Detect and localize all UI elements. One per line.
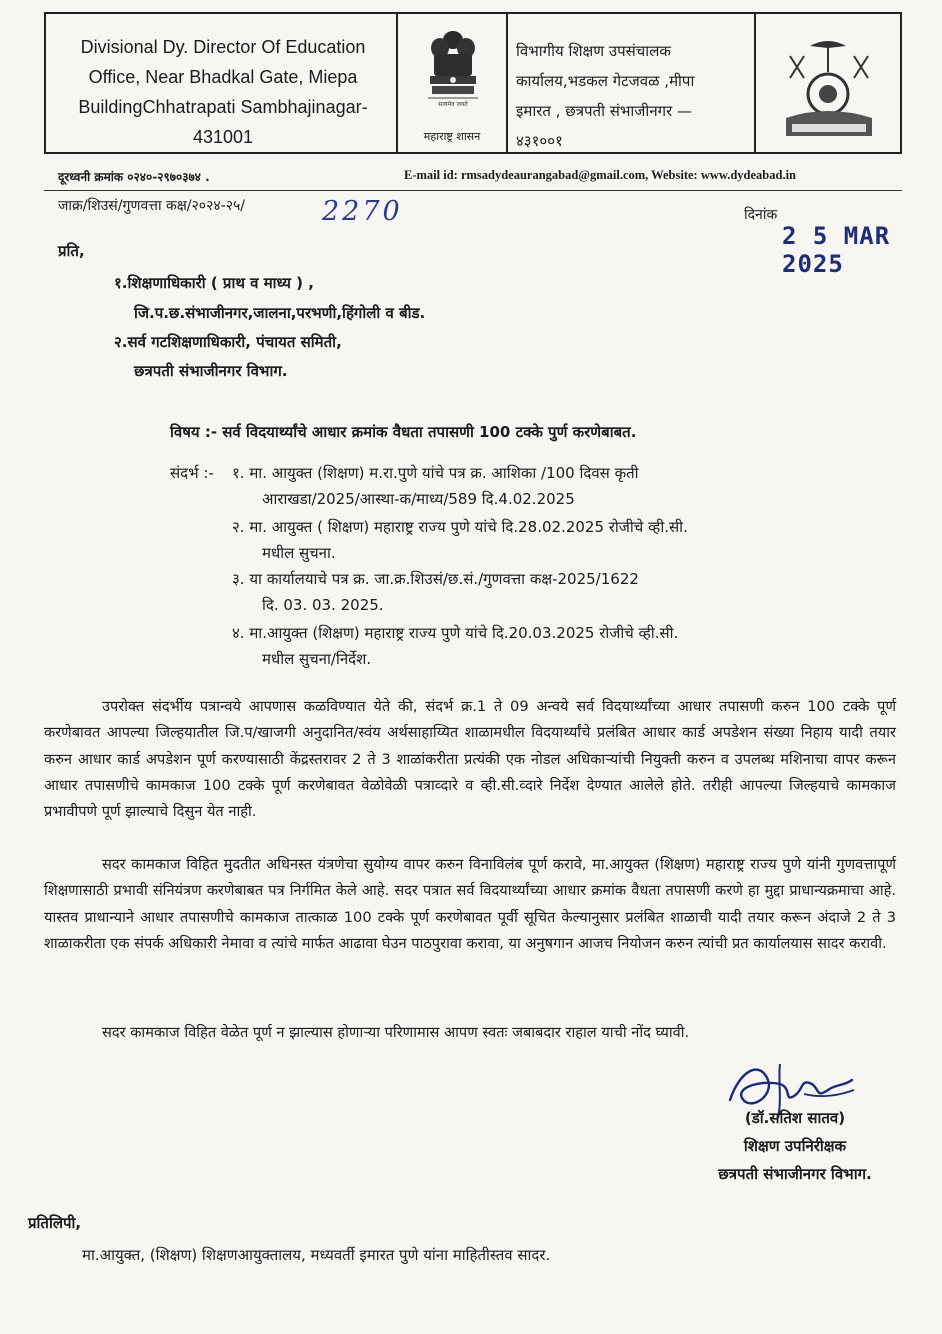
letterhead [44, 12, 902, 154]
reference-item: ४. मा.आयुक्त (शिक्षण) महाराष्ट्र राज्य पुणे यांचे दि.20.03.2025 रोजीचे व्ही.सी. [232, 624, 679, 642]
emblem-caption: महाराष्ट्र शासन [423, 130, 481, 143]
emblem-cell [398, 14, 508, 152]
english-address-line: 431001 [192, 127, 254, 147]
body-paragraph-3 [44, 1020, 896, 1046]
english-address [60, 32, 386, 152]
date-label: दिनांक [744, 207, 778, 223]
recipient-line: १.शिक्षणाधिकारी ( प्राथ व माध्य ) , [114, 274, 314, 292]
to-label: प्रति, [58, 242, 85, 260]
references-label: संदर्भ :- [170, 464, 214, 482]
english-address-line: Office, Near Bhadkal Gate, Miepa [88, 67, 358, 87]
recipient-line: २.सर्व गटशिक्षणाधिकारी, पंचायत समिती, [114, 333, 342, 351]
reference-prefix: जाक्र/शिउसं/गुणवत्ता कक्ष/२०२४-२५/ [58, 198, 245, 214]
reference-item: दि. 03. 03. 2025. [262, 596, 384, 614]
office-seal-icon [776, 38, 886, 142]
marathi-address-line: कार्यालय,भडकल गेटजवळ ,मीपा [516, 72, 695, 90]
state-emblem-icon [418, 28, 488, 120]
body-text: सदर कामकाज विहित मुदतीत अधिनस्त यंत्रणेचा सुयोग्य वापर करुन विनाविलंब पूर्ण करावे, मा.आयुक्त (शिक्षण) महाराष्ट्र राज्य पुणे यांनी गुणवत्तापूर्ण शिक्षणासाठी प्रभावी संनियंत्रण करणेबाबत पत्र निर्गमित केले आहे. सदर पत्रात सर्व विदयार्थ्यांच्या आधार क्रमांक वैधता तपासणी करणे हा मुद्दा प्राधान्यक्रमाचा आहे. यास्तव प्राधान्याने आधार तपासणीचे कामकाज तात्काळ 100 टक्के पूर्ण करणेबावत पूर्वी सूचित केल्यानुसार प्रलंबित शाळाची यादी तयार करून अंदाजे 2 ते 3 शाळाकरीता एक संपर्क अधिकारी नेमावा व त्यांचे मार्फत आढावा घेउन पाठपुरावा करावा, या अनुषगान आजच नियोजन करुन त्यांची प्रत कार्यालयास सादर करावी. [44, 856, 896, 952]
english-address-cell [46, 14, 398, 152]
reference-item: १. मा. आयुक्त (शिक्षण) म.रा.पुणे यांचे पत्र क्र. आशिका /100 दिवस कृती [232, 464, 639, 482]
marathi-address [516, 36, 752, 156]
marathi-address-line: विभागीय शिक्षण उपसंचालक [516, 42, 671, 60]
signatory-division: छत्रपती संभाजीनगर विभाग. [718, 1165, 872, 1183]
signatory-designation: शिक्षण उपनिरीक्षक [743, 1137, 847, 1155]
copy-line: मा.आयुक्त, (शिक्षण) शिक्षणआयुक्तालय, मध्यवर्ती इमारत पुणे यांना माहितीस्तव सादर. [82, 1246, 551, 1264]
reference-item: ३. या कार्यालयाचे पत्र क्र. जा.क्र.शिउसं/छ.सं./गुणवत्ता कक्ष-2025/1622 [232, 570, 639, 588]
reference-item: मधील सुचना/निर्देश. [262, 650, 372, 668]
reference-item: मधील सुचना. [262, 544, 336, 562]
body-paragraph-1 [44, 694, 896, 825]
subject-line: विषय :- सर्व विदयार्थ्यांचे आधार क्रमांक वैधता तपासणी 100 टक्के पुर्ण करणेबाबत. [170, 423, 637, 441]
recipient-line: जि.प.छ.संभाजीनगर,जालना,परभणी,हिंगोली व बीड. [134, 304, 426, 322]
copy-label: प्रतिलिपी, [28, 1214, 82, 1232]
recipient-line: छत्रपती संभाजीनगर विभाग. [134, 362, 288, 380]
phone-number: दूरध्वनी क्रमांक ०२४०-२९७०३७४ . [58, 170, 210, 184]
date-stamp: 2 5 MAR 2025 [782, 222, 891, 278]
reference-item: आराखडा/2025/आस्था-क/माध्य/589 दि.4.02.2025 [262, 490, 575, 508]
english-address-line: Divisional Dy. Director Of Education [80, 37, 366, 57]
marathi-address-line: ४३१००१ [516, 132, 563, 150]
marathi-address-line: इमारत , छत्रपती संभाजीनगर — [516, 102, 692, 120]
english-address-line: BuildingChhatrapati Sambhajinagar- [78, 97, 368, 117]
marathi-address-cell [508, 14, 756, 152]
body-text: उपरोक्त संदर्भीय पत्रान्वये आपणास कळविण्यात येते की, संदर्भ क्र.1 ते 09 अन्वये सर्व विदयार्थ्यांच्या आधार तपासणी करुन 100 टक्के पूर्ण करणेबावत आपल्या जिल्हयातील जि.प/खाजगी अनुदानित/स्वंय अर्थसाहाय्यित शाळामधील विदयार्थ्यांचे प्रलंबित आधार कार्ड अपडेशन संख्या निहाय यादी तयार करुन आधार कार्ड अपडेशन पूर्ण करण्यासाठी केंद्रस्तरावर 2 ते 3 शाळांकरीता प्रत्यंकी एक नोडल अधिकाऱ्यांची नियुक्ती करुन व उपलब्ध मशिनाचा वापर करून आधार तपासणीचे कामकाज 100 टक्के पूर्ण करणेबावत वेळोवेळी पत्राव्दारे व व्ही.सी.व्दारे निर्देश देण्यात आलेले होते. तरीही आपल्या जिल्हयाचे कामकाज प्रभावीपणे पूर्ण झाल्याचे दिसुन येत नाही. [44, 698, 896, 821]
email-website: E-mail id: rmsadydeaurangabad@gmail.com, Website: www.dydeabad.in [404, 168, 796, 182]
signatory-name: (डॉ.सतिश सातव) [744, 1109, 846, 1127]
body-text: सदर कामकाज विहित वेळेत पूर्ण न झाल्यास होणाऱ्या परिणामास आपण स्वतः जबाबदार राहाल याची नोंद घ्यावी. [102, 1024, 690, 1041]
header-divider [44, 190, 902, 191]
seal-cell [756, 14, 902, 152]
body-paragraph-2 [44, 852, 896, 957]
emblem-motto: सत्यमेव जयते [438, 101, 468, 108]
reference-item: २. मा. आयुक्त ( शिक्षण) महाराष्ट्र राज्य पुणे यांचे दि.28.02.2025 रोजीचे व्ही.सी. [232, 518, 688, 536]
reference-number: 2270 [322, 196, 403, 227]
